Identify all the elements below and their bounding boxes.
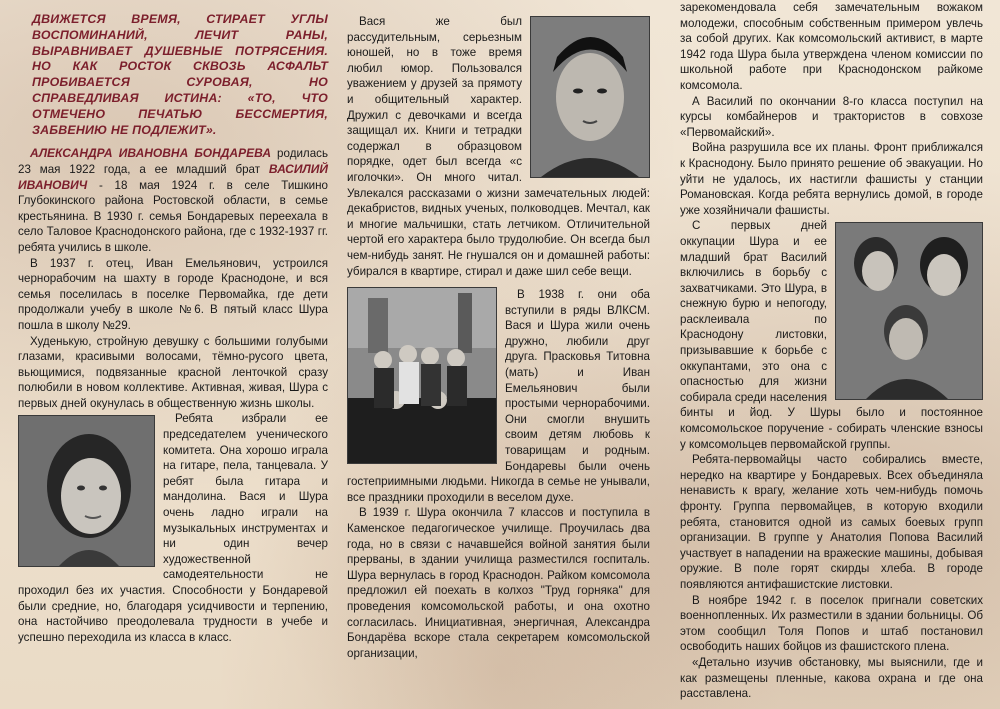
name-vasily: ВАСИЛИЙ ИВАНОВИЧ: [18, 161, 328, 192]
paragraph-college: В 1939 г. Шура окончила 7 классов и поступила в Каменское педагогическое училище. Проучилась два года, но в связи с начавшейся войной занятия были прерваны, в здании училища разместился госпиталь. Шура вернулась в город Краснодон. Райком комсомола предложил ей поехать в колхоз "Труд горняка" для проведения комсомольской работы, и она охотно согласилась. Инициативная, энергичная, Александра Бондарёва вскоре стала секретарем комсомольской организации,: [347, 506, 650, 660]
trio-photo: [835, 222, 983, 400]
group-photo: [347, 287, 497, 464]
paragraph-school: Худенькую, стройную девушку с большими голубыми глазами, красивыми волосами, тёмно-русого цвета, вьющимися, подвязанные красной ленточкой сразу полюбили в новом коллективе. Активная, живая, Шура с первых дней окунулась в общественную жизнь школы.: [18, 334, 328, 410]
paragraph-quote: «Детально изучив обстановку, мы выяснили, где и как размещены пленные, какова охрана и где она расставлена.: [680, 655, 983, 701]
paragraph-pervomaitsy: Ребята-первомайцы часто собирались вместе, нередко на квартире у Бондаревых. Всех объединяла ненависть к врагу, желание хоть чем-нибудь помочь фронту. Группа первомайцев, в которую входили ребята, становится одной из самых боевых групп организации. В группе у Анатолия Попова Василий участвует в нападении на вражеские машины, добывая оружие. В поле горят скирды хлеба. В городе появляются антифашистские листовки.: [680, 453, 983, 591]
portrait-alexandra-photo: [18, 415, 155, 567]
column-right: [680, 0, 983, 702]
epigraph: ДВИЖЕТСЯ ВРЕМЯ, СТИРАЕТ УГЛЫ ВОСПОМИНАНИЙ, ЛЕЧИТ РАНЫ, ВЫРАВНИВАЕТ ДУШЕВНЫЕ ПОТРЯСЕНИЯ. НО КАК РОСТОК СКВОЗЬ АСФАЛЬТ ПРОБИВАЕТСЯ СУРОВАЯ, НО СПРАВЕДЛИВАЯ ИСТИНА: «ТО, ЧТО ОТМЕЧЕНО ПЕЧАТЬЮ БЕССМЕРТИЯ, ЗАБВЕНИЮ НЕ ПОДЛЕЖИТ».: [32, 12, 328, 137]
name-alexandra: АЛЕКСАНДРА ИВАНОВНА БОНДАРЕВА: [30, 146, 271, 161]
paragraph-father: В 1937 г. отец, Иван Емельянович, устроился чернорабочим на шахту в городе Краснодоне, и вся семья поселилась в поселке Первомайка, где дети продолжали учебу в школе №6. В пятый класс Шура пошла в школу №29.: [18, 256, 328, 332]
paragraph-activities: Ребята избрали ее председателем ученического комитета. Она хорошо играла на гитаре, пела, танцевала. У ребят была гитара и мандолина. Вася и Шура очень ладно играли на музыкальных инструментах и ни один вечер художественной самодеятельности не проходил без их участия. Способности у Бондаревой были средние, но, благодаря усидчивости и терпению, она настойчиво преодолевала трудности в учебе и успешно переходила из класса в класс.: [18, 412, 328, 644]
portrait-vasily-icon: [531, 17, 649, 177]
paragraph-war: Война разрушила все их планы. Фронт приближался к Краснодону. Было принято решение об эвакуации. Но уйти не удалось, их настигли фашисты у станции Романовская. Когда ребята вернулись домой, в городе уже хозяйничали фашисты.: [680, 141, 983, 217]
paragraph-birth: АЛЕКСАНДРА ИВАНОВНА БОНДАРЕВА родилась 23 мая 1922 года, а ее младший брат ВАСИЛИЙ ИВАНОВИЧ - 18 мая 1924 г. в селе Тишкино Глубокинского района Ростовской области, в семье крестьянина. В 1930 г. семья Бондаревых переехала в село Таловое Краснодонского района, где с 1932-1937 гг. ребята учились в школе.: [18, 146, 328, 254]
column-middle: [347, 0, 650, 661]
group-photo-icon: [348, 288, 496, 463]
portrait-alexandra-icon: [19, 416, 154, 566]
paragraph-leader: зарекомендовала себя замечательным вожаком молодежи, способным собственным примером увлечь за собой других. Как комсомольский активист, в марте 1942 года Шура была утверждена членом комиссии по школьной работе при Краснодонском райкоме комсомола.: [680, 1, 983, 92]
trio-photo-icon: [836, 223, 982, 399]
paragraph-vasily: Вася же был рассудительным, серьезным юношей, но в тоже время любил юмор. Пользовался уважением у друзей за прямоту и общительный характер. Дружил с девочками и всегда защищал их. Книги и тетрадки содержал в образцовом порядке, одет был всегда «с иголочки». Он много читал. Увлекался рассказами о жизни замечательных людей: декабристов, видных ученых, полководцев. Мечтал, как и многие мальчишки, стать летчиком. Отличительной чертой его характера было трудолюбие. Он всегда был чем-нибудь занят. Не гнушался он и домашней работы: убирался в квартире, стирал и даже шил себе вещи.: [347, 15, 650, 278]
portrait-vasily-photo: [530, 16, 650, 178]
column-left: [18, 0, 328, 645]
paragraph-courses: А Василий по окончании 8-го класса поступил на курсы комбайнеров и трактористов в совхозе «Первомайский».: [680, 94, 983, 139]
paragraph-prisoners: В ноябре 1942 г. в поселок пригнали советских военнопленных. Их разместили в здании больницы. Об этом сообщил Толя Попов и штаб постановил освободить наших бойцов из фашистского плена.: [680, 593, 983, 654]
paragraph-occupation: С первых дней оккупации Шура и ее младший брат Василий включились в борьбу с захватчиками. Это Шура, в снежную бурю и непогоду, расклеивала по Краснодону листовки, призывавшие к борьбе с оккупантами, это она с опасностью для жизни собирала среди населения бинты и йод. У Шуры было и постоянное комсомольское поручение - собирать членские взносы у комсомольцев первомайской группы.: [680, 219, 983, 451]
paragraph-komsomol: В 1938 г. они оба вступили в ряды ВЛКСМ. Вася и Шура жили очень дружно, любили друг друга. Прасковья Титовна (мать) и Иван Емельянович были простыми чернорабочими. Они смогли внушить своим детям любовь к товарищам и родным. Бондаревы были очень гостеприимными людьми. Никогда в семье не унывали, все праздники проходили в веселом духе.: [347, 288, 650, 504]
